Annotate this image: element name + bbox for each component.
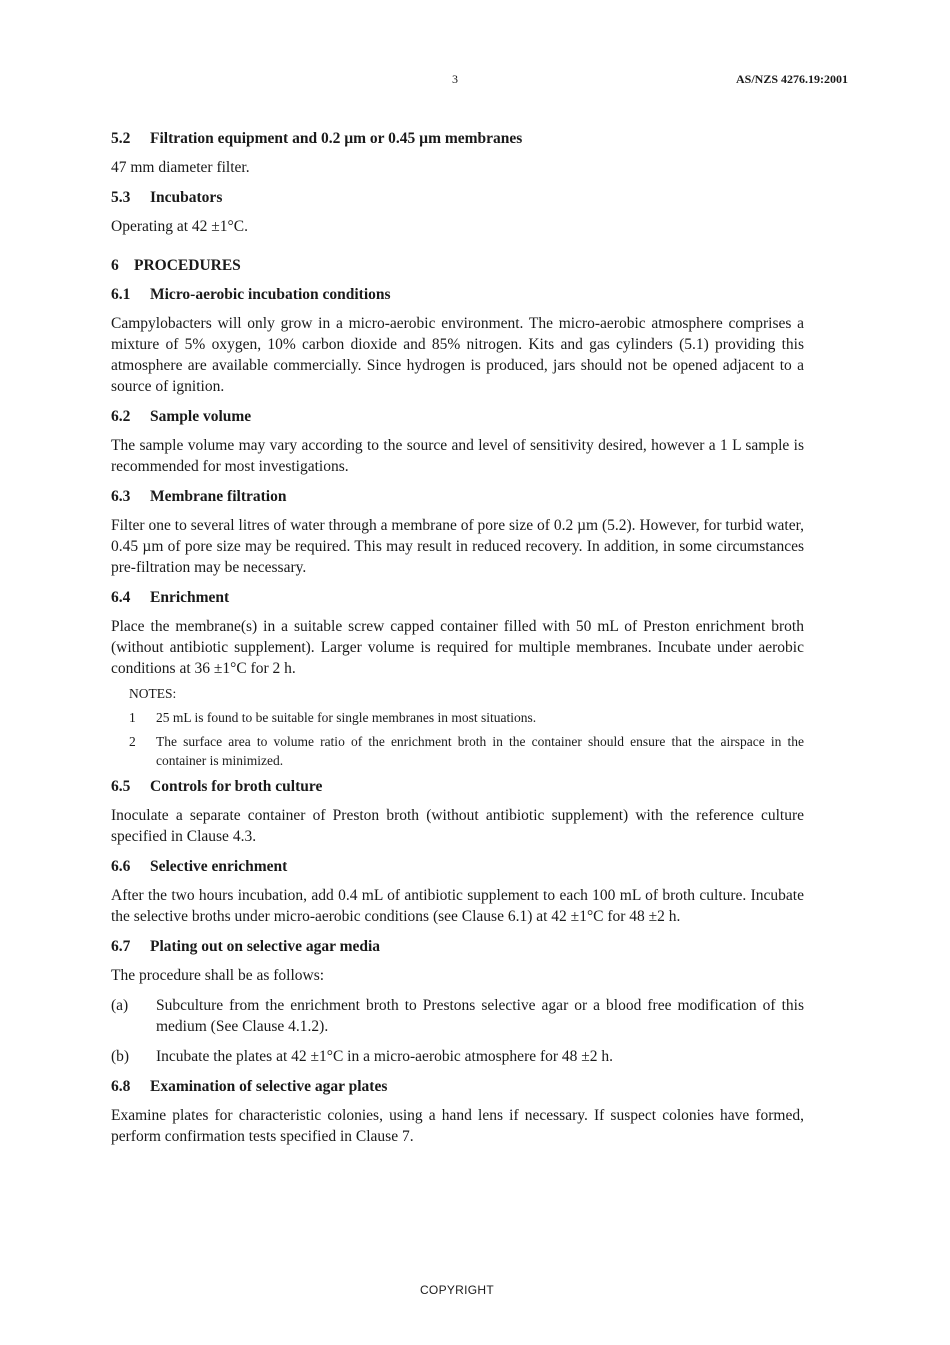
heading-number: 5.2 [111, 130, 131, 147]
paragraph-6-7: The procedure shall be as follows: [111, 967, 325, 984]
heading-5-3 [111, 187, 804, 208]
heading-title: Incubators [150, 189, 223, 206]
note-number: 2 [129, 734, 136, 749]
copyright-footer: COPYRIGHT [419, 1283, 495, 1297]
list-item [111, 1046, 804, 1067]
note-number: 1 [129, 710, 136, 725]
paragraph-5-2: 47 mm diameter filter. [111, 159, 250, 176]
heading-title: Micro-aerobic incubation conditions [150, 286, 391, 303]
heading-6-8 [111, 1076, 804, 1097]
document-body [111, 128, 804, 1156]
heading-title: Filtration equipment and 0.2 µm or 0.45 µm membranes [150, 130, 523, 147]
heading-6-1 [111, 284, 804, 305]
heading-6-7 [111, 936, 804, 957]
section-title-text: PROCEDURES [134, 257, 241, 274]
paragraph-6-2: The sample volume may vary according to the source and level of sensitivity desired, however a 1 L sample is recommended for most investigations. [111, 437, 804, 475]
paragraph-6-1: Campylobacters will only grow in a micro-aerobic environment. The micro-aerobic atmosphere comprises a mixture of 5% oxygen, 10% carbon dioxide and 85% nitrogen. Kits and gas cylinders (5.1) providing this atmosphere are available commercially. Since hydrogen is produced, jars should not be opened adjacent to a source of ignition. [111, 315, 804, 395]
list-item [111, 995, 804, 1037]
list-item-text: Subculture from the enrichment broth to Prestons selective agar or a blood free modification of this medium (See Clause 4.1.2). [156, 997, 804, 1035]
heading-6-3 [111, 486, 804, 507]
paragraph-6-5: Inoculate a separate container of Preston broth (without antibiotic supplement) with the reference culture specified in Clause 4.3. [111, 807, 804, 845]
notes-title: NOTES: [129, 686, 177, 701]
heading-5-2 [111, 128, 804, 149]
heading-number: 6.8 [111, 1078, 131, 1095]
heading-6-6 [111, 856, 804, 877]
list-item-text: Incubate the plates at 42 ±1°C in a micro-aerobic atmosphere for 48 ±2 h. [156, 1048, 614, 1065]
standard-id: AS/NZS 4276.19:2001 [735, 72, 848, 86]
note-item [111, 708, 804, 727]
page-number: 3 [452, 72, 458, 86]
paragraph-6-4: Place the membrane(s) in a suitable screw capped container filled with 50 mL of Preston enrichment broth (without antibiotic supplement). Larger volume is required for multiple membranes. Incubate under aerobic conditions at 36 ±1°C for 2 h. [111, 618, 804, 677]
heading-number: 6.2 [111, 408, 131, 425]
heading-number: 6.7 [111, 938, 131, 955]
list-marker: (b) [111, 1048, 130, 1065]
heading-number: 6.4 [111, 589, 131, 606]
paragraph-5-3: Operating at 42 ±1°C. [111, 218, 248, 235]
paragraph-6-3: Filter one to several litres of water through a membrane of pore size of 0.2 µm (5.2). However, for turbid water, 0.45 µm of pore size may be required. This may result in reduced recovery. In addition, in some circumstances pre-filtration may be necessary. [111, 517, 804, 576]
paragraph-6-8: Examine plates for characteristic colonies, using a hand lens if necessary. If suspect colonies have formed, perform confirmation tests specified in Clause 7. [111, 1107, 804, 1145]
heading-title: Examination of selective agar plates [150, 1078, 388, 1095]
heading-6-5 [111, 776, 804, 797]
heading-number: 6.3 [111, 488, 131, 505]
heading-number: 5.3 [111, 189, 131, 206]
heading-number: 6.6 [111, 858, 131, 875]
heading-number: 6.1 [111, 286, 131, 303]
heading-title: Selective enrichment [150, 858, 288, 875]
heading-6-4 [111, 587, 804, 608]
notes-block [111, 684, 804, 770]
note-text: 25 mL is found to be suitable for single membranes in most situations. [156, 710, 537, 725]
paragraph-6-6: After the two hours incubation, add 0.4 mL of antibiotic supplement to each 100 mL of broth culture. Incubate the selective broths under micro-aerobic conditions (see Clause 6.1) at 42 ±1°C for 48 ±2 h. [111, 887, 804, 925]
heading-title: Plating out on selective agar media [150, 938, 381, 955]
heading-title: Enrichment [150, 589, 230, 606]
list-marker: (a) [111, 997, 129, 1014]
note-item [111, 732, 804, 770]
section-6-title [111, 255, 804, 276]
note-text: The surface area to volume ratio of the enrichment broth in the container should ensure that the airspace in the container is minimized. [156, 734, 804, 768]
heading-title: Sample volume [150, 408, 252, 425]
heading-title: Membrane filtration [150, 488, 287, 505]
section-number: 6 [111, 257, 119, 274]
heading-number: 6.5 [111, 778, 131, 795]
page-header [0, 72, 950, 90]
heading-6-2 [111, 406, 804, 427]
heading-title: Controls for broth culture [150, 778, 323, 795]
